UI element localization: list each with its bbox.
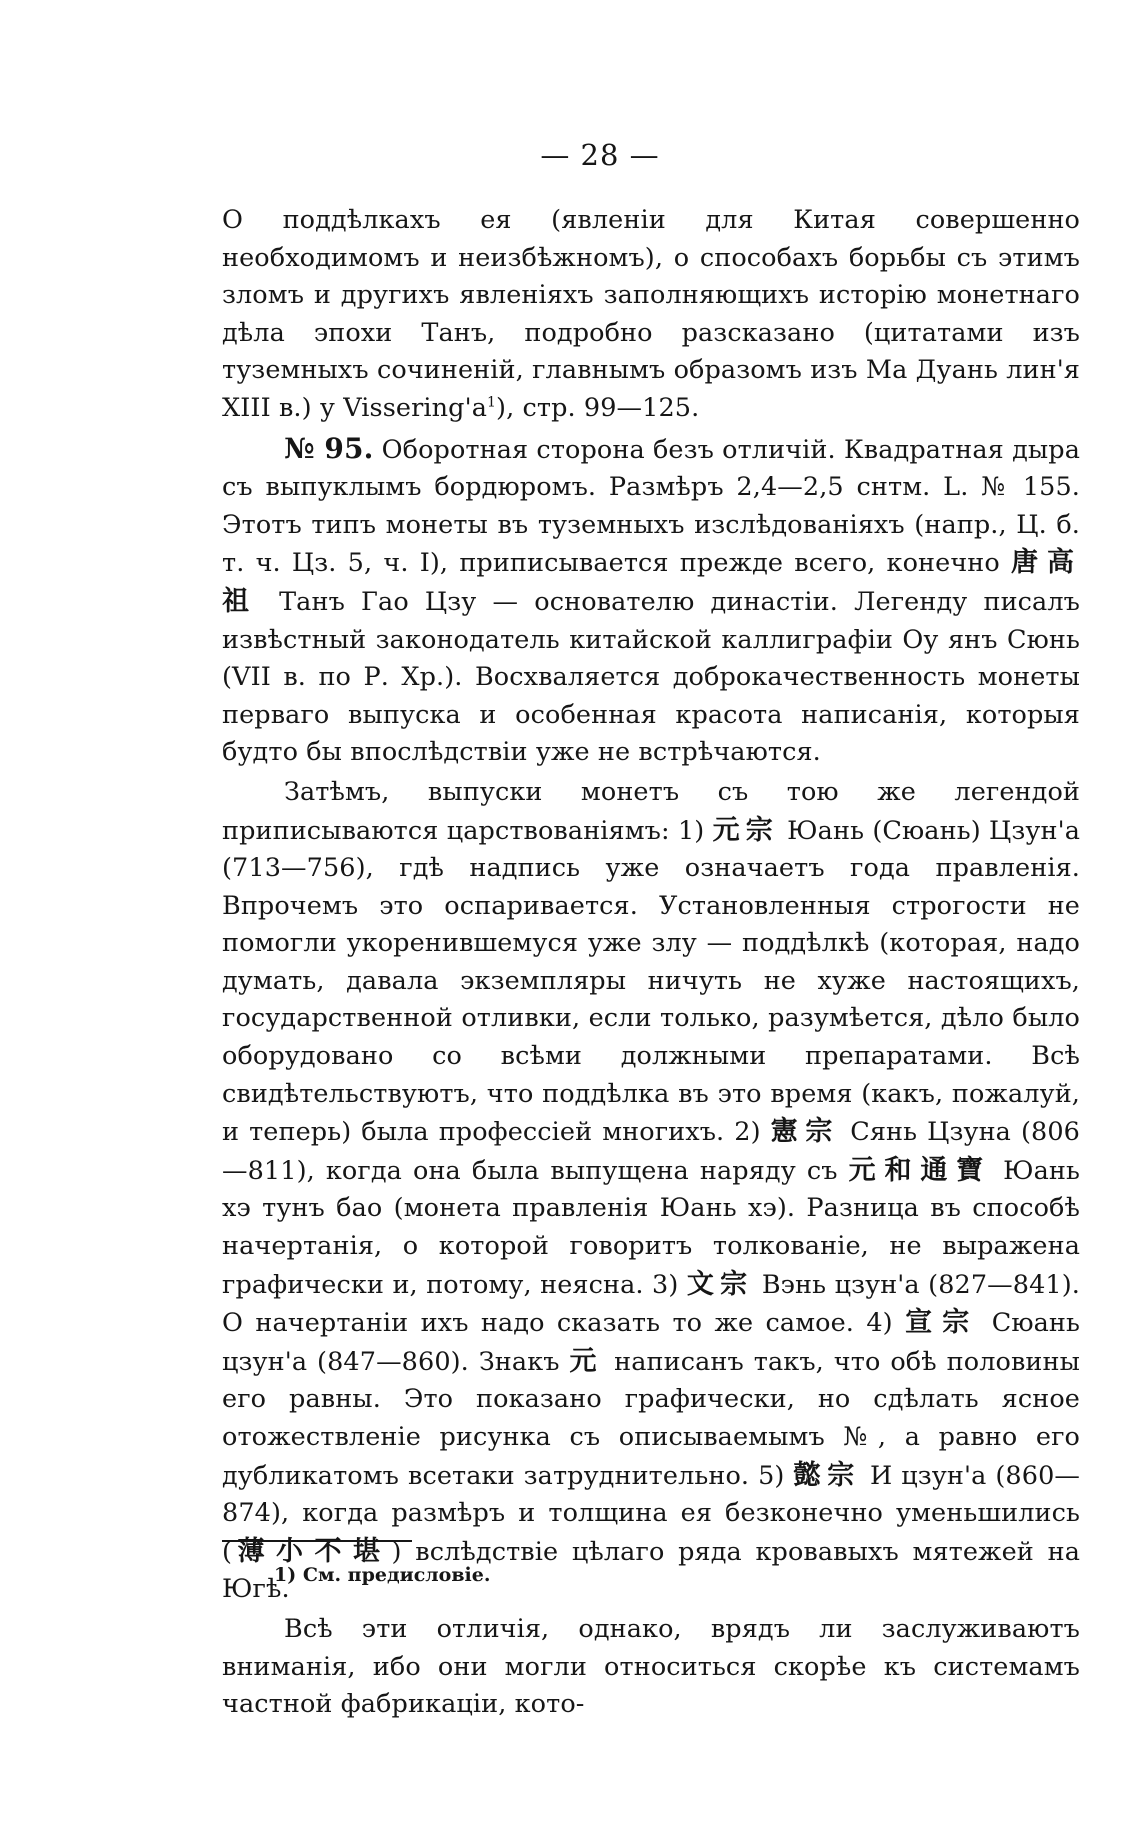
entry-number: № 95.: [284, 431, 374, 465]
paragraph-2-text-b: Танъ Гао Цзу — основателю династіи. Легенду писалъ извѣстный законодатель китайской каллиграфіи Оу янъ Сюнь (VII в. по Р. Хр.). Восхваляется доброкачественность монеты перваго выпуска и особенная красота написанія, которыя будто бы впослѣдствіи уже не встрѣчаются.: [222, 586, 1080, 768]
chinese-characters: 憲宗: [770, 1116, 841, 1148]
paragraph-3-text-i: ) вслѣдствіе цѣлаго ряда кровавыхъ мятежей на Югѣ.: [222, 1536, 1081, 1605]
paragraph-1: [222, 202, 1080, 428]
footnote-ref: 1: [487, 394, 497, 411]
paragraph-1-end: ), стр. 99—125.: [496, 392, 700, 423]
chinese-characters: 懿宗: [793, 1459, 861, 1491]
paragraph-3-text-e: Вэнь цзун'а (827—841). О начертаніи ихъ надо сказать то же самое. 4): [222, 1269, 1081, 1339]
paragraph-3-text-b: Юань (Сюань) Цзун'а (713—756), гдѣ надпись уже означаетъ года правленія. Впрочемъ это оспаривается. Установленныя строгости не помогли укоренившемуся уже злу — поддѣлкѣ (которая, надо думать, давала экземпляры ничуть не хуже настоящихъ, государственной отливки, если только, разумѣется, дѣло было оборудовано со всѣми должными препаратами. Всѣ свидѣтельствуютъ, что поддѣлка въ это время (какъ, пожалуй, и теперь) была профессіей многихъ. 2): [222, 815, 1080, 1148]
paragraph-3-text-f: Сюань цзун'а (847—860). Знакъ: [222, 1308, 1080, 1377]
paragraph-3-text-a: Затѣмъ, выпуски монетъ съ тою же легендой приписываются царствованіямъ: 1): [222, 776, 1080, 846]
paragraph-3-text-h: И цзун'а (860—874), когда размѣръ и толщина ея безконечно уменьшились (: [222, 1460, 1080, 1567]
page-number: — 28 —: [540, 138, 660, 172]
chinese-characters: 元宗: [712, 814, 779, 846]
footnote: 1) См. предисловіе.: [274, 1564, 491, 1586]
paragraph-3-text-d: Юань хэ тунъ бао (монета правленія Юань хэ). Разница въ способѣ начертанія, о которой говоритъ толкованіе, не выражена графически и, потому, неясна. 3): [222, 1155, 1081, 1300]
chinese-characters: 文宗: [686, 1268, 754, 1300]
chinese-characters: 宣宗: [905, 1307, 980, 1339]
paragraph-2: [222, 430, 1080, 772]
paragraph-3-text-g: написанъ такъ, что обѣ половины его равны. Это показано графически, но сдѣлать ясное отожествленіе рисунка съ описываемымъ №, а равно его дубликатомъ всетаки затруднительно. 5): [222, 1346, 1080, 1491]
paragraph-4: Всѣ эти отличія, однако, врядъ ли заслуживаютъ вниманія, ибо они могли относиться скорѣе къ системамъ частной фабрикаціи, кото-: [222, 1613, 1080, 1720]
paragraph-3-text-c: Сянь Цзуна (806—811), когда она была выпущена наряду съ: [222, 1117, 1080, 1186]
body-text: [222, 202, 1080, 1724]
chinese-characters: 薄小不堪: [232, 1535, 392, 1567]
paragraph-3: [222, 774, 1080, 1609]
paragraph-1-text: О поддѣлкахъ ея (явленіи для Китая совершенно необходимомъ и неизбѣжномъ), о способахъ борьбы съ этимъ зломъ и другихъ явленіяхъ заполняющихъ исторію монетнаго дѣла эпохи Танъ, подробно разсказано (цитатами изъ туземныхъ сочиненій, главнымъ образомъ изъ Ма Дуань лин'я XIII в.) у Vissering'a: [222, 205, 1080, 423]
chinese-characters: 唐高祖: [222, 547, 1081, 617]
chinese-characters: 元: [569, 1345, 605, 1377]
footnote-divider: [222, 1540, 412, 1542]
paragraph-2-text-a: Оборотная сторона безъ отличій. Квадратная дыра съ выпуклымъ бордюромъ. Размѣръ 2,4—2,5 снтм. L. № 155. Этотъ типъ монеты въ туземныхъ изслѣдованіяхъ (напр., Ц. б. т. ч. Цз. 5, ч. I), приписывается прежде всего, конечно: [222, 434, 1080, 579]
chinese-characters: 元和通寶: [848, 1154, 993, 1186]
